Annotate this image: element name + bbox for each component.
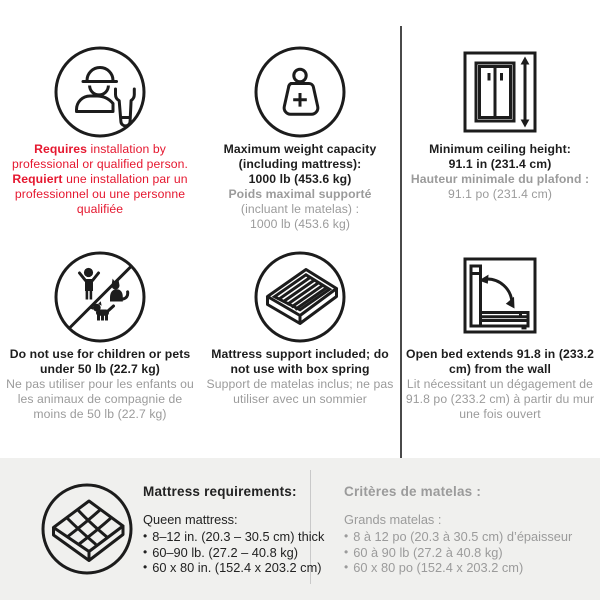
no-children-pets-icon [52, 249, 148, 345]
requirements-column-en [143, 484, 333, 576]
block-text [0, 347, 200, 422]
block-title-en: Maximum weight capacity [223, 142, 377, 156]
block-line-fr: 1000 lb (453.6 kg) [249, 217, 351, 231]
weight-icon [252, 44, 348, 140]
block-text-fr: Support de matelas inclus; ne pas utiliser avec un sommier [206, 377, 394, 406]
block-title-fr: Hauteur minimale du plafond : [410, 172, 590, 186]
info-block-ceiling-height [400, 0, 600, 229]
block-line-fr: 91.1 po (231.4 cm) [447, 187, 553, 201]
requirements-list-en [143, 529, 333, 576]
block-text-en: Open bed extends 91.8 in (233.2 cm) from the wall [405, 347, 594, 376]
info-block-open-bed [400, 229, 600, 458]
requirement-item: • 8–12 in. (20.3 – 30.5 cm) thick [143, 529, 333, 545]
info-block-max-weight [200, 0, 400, 229]
block-title-fr: Poids maximal supporté [228, 187, 372, 201]
requirements-subtitle-fr: Grands matelas : [344, 512, 442, 527]
block-text-en: Requires installation by professional or qualified person. [11, 142, 189, 171]
block-text-fr: Requiert une installation par un professionnel ou une personne qualifiée [12, 172, 188, 216]
requirements-subtitle-en: Queen mattress: [143, 512, 238, 527]
block-line-en: 91.1 in (231.4 cm) [448, 157, 552, 171]
block-text-fr: Ne pas utiliser pour les enfants ou les animaux de compagnie de moins de 50 lb (22.7 kg) [6, 377, 194, 421]
block-title-en: Minimum ceiling height: [429, 142, 571, 156]
open-bed-icon [452, 249, 548, 345]
mattress-support-icon [252, 249, 348, 345]
requirements-column-fr [344, 484, 594, 576]
requirement-item: • 8 à 12 po (20.3 à 30.5 cm) d’épaisseur [344, 529, 594, 545]
block-text-en: Mattress support included; do not use with box spring [211, 347, 389, 376]
block-text-en: Do not use for children or pets under 50 lb (22.7 kg) [9, 347, 191, 376]
requirements-title-en: Mattress requirements: [143, 484, 297, 499]
block-line-en: 1000 lb (453.6 kg) [248, 172, 352, 186]
info-block-mattress-support [200, 229, 400, 458]
block-line-en: (including mattress): [238, 157, 362, 171]
requirements-title-fr: Critères de matelas : [344, 484, 482, 499]
block-line-fr: (incluant le matelas) : [240, 202, 360, 216]
mattress-icon [39, 481, 135, 577]
ceiling-height-icon [452, 44, 548, 140]
block-text-fr: Lit nécessitant un dégagement de 91.8 po (233.2 cm) à partir du mur une fois ouvert [405, 377, 595, 421]
block-text [401, 347, 599, 422]
info-block-no-children-pets [0, 229, 200, 458]
requirement-item: • 60 x 80 in. (152.4 x 203.2 cm) [143, 560, 333, 576]
mattress-requirements-panel [0, 458, 600, 600]
info-block-installation [0, 0, 200, 229]
requirements-list-fr [344, 529, 594, 576]
block-text [1, 142, 199, 217]
block-text [401, 142, 599, 202]
requirement-item: • 60 x 80 po (152.4 x 203.2 cm) [344, 560, 594, 576]
installer-icon [52, 44, 148, 140]
requirement-item: • 60–90 lb. (27.2 – 40.8 kg) [143, 545, 333, 561]
requirement-item: • 60 à 90 lb (27.2 à 40.8 kg) [344, 545, 594, 561]
block-text [206, 347, 394, 407]
block-text [210, 142, 390, 232]
vertical-divider [400, 26, 402, 458]
